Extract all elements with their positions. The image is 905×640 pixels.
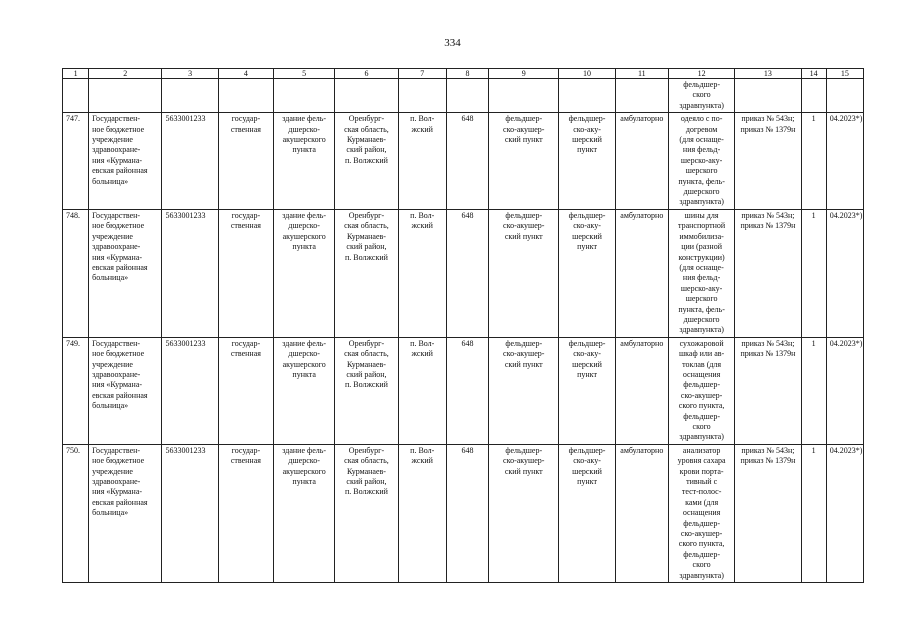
column-header: 13 <box>735 69 801 79</box>
structure-cell: фельдшер- ско-аку- шерский пункт <box>568 445 606 487</box>
table-row <box>63 113 864 210</box>
order-cell: приказ № 543н; приказ № 1379н <box>740 210 796 231</box>
settlement-cell: п. Вол- жский <box>410 210 435 231</box>
column-header: 9 <box>489 69 559 79</box>
ownership-cell: государ- ственная <box>230 210 261 231</box>
unit-cell: фельдшер- ско-акушер- ский пункт <box>503 210 545 241</box>
address-cell: Оренбург- ская область, Курманаев- ский район, п. Волжский <box>344 338 389 390</box>
column-header: 8 <box>446 69 488 79</box>
table-row <box>63 209 864 337</box>
institution-cell: Государствен- ное бюджетное учреждение здравоохране- ния «Курмана- евская районная больница» <box>92 338 148 411</box>
row-number-cell: 749. <box>66 338 80 348</box>
column-header: 3 <box>162 69 218 79</box>
equipment-cell: фельдшер- ского здравпункта) <box>679 80 724 110</box>
quantity-cell: 1 <box>811 338 816 348</box>
unit-cell: фельдшер- ско-акушер- ский пункт <box>503 445 545 476</box>
inn-cell: 5633001233 <box>165 338 206 348</box>
equipment-cell: шины для транспортной иммобилиза- ции (разной конструкции) (для оснаще- ния фельд- шерско-аку- шерского пункта, фель- дшерского здравпункта) <box>677 210 726 335</box>
quantity-cell: 1 <box>811 114 816 124</box>
column-header: 15 <box>826 69 863 79</box>
table-row <box>63 444 864 582</box>
unit-cell: фельдшер- ско-акушер- ский пункт <box>503 338 545 369</box>
row-number-cell: 748. <box>66 210 80 220</box>
order-cell: приказ № 543н; приказ № 1379н <box>740 445 796 466</box>
settlement-cell: п. Вол- жский <box>410 114 435 134</box>
equipment-cell: сухожаровой шкаф или ав- токлав (для оснащения фельдшер- ско-акушер- ского пункта, фельдшер- ского здравпункта) <box>678 338 725 442</box>
population-cell: 648 <box>461 445 474 455</box>
row-number-cell: 747. <box>66 114 80 124</box>
column-number-row <box>63 69 864 79</box>
inn-cell: 5633001233 <box>165 445 206 455</box>
structure-cell: фельдшер- ско-аку- шерский пункт <box>568 338 606 379</box>
column-header: 12 <box>668 69 734 79</box>
ownership-cell: государ- ственная <box>230 114 261 134</box>
column-header: 2 <box>89 69 162 79</box>
settlement-cell: п. Вол- жский <box>410 445 435 466</box>
building-cell: здание фель- дшерско- акушерского пункта <box>282 114 327 155</box>
address-cell: Оренбург- ская область, Курманаев- ский район, п. Волжский <box>344 210 389 262</box>
date-cell: 04.2023*) <box>829 445 863 455</box>
column-header: 1 <box>63 69 89 79</box>
care-type-cell: амбулаторно <box>620 210 664 220</box>
population-cell: 648 <box>461 338 474 348</box>
equipment-cell: анализатор уровня сахара крови порта- тивный с тест-полос- ками (для оснащения фельдшер- ско-акушер- ского пункта, фельдшер- ского здравпункта) <box>677 445 726 580</box>
table-row <box>63 337 864 444</box>
equipment-cell: одеяло с по- догревом (для оснаще- ния фельд- шерско-аку- шерского пункта, фель- дшерского здравпункта) <box>678 114 725 207</box>
continued-row <box>63 79 864 113</box>
column-header: 14 <box>801 69 826 79</box>
institution-cell: Государствен- ное бюджетное учреждение здравоохране- ния «Курмана- евская районная больница» <box>92 114 148 186</box>
column-header: 11 <box>615 69 668 79</box>
date-cell: 04.2023*) <box>829 210 863 220</box>
population-cell: 648 <box>461 210 474 220</box>
building-cell: здание фель- дшерско- акушерского пункта <box>282 338 327 379</box>
row-number-cell: 750. <box>66 445 80 455</box>
care-type-cell: амбулаторно <box>620 445 664 455</box>
address-cell: Оренбург- ская область, Курманаев- ский район, п. Волжский <box>344 445 389 497</box>
structure-cell: фельдшер- ско-аку- шерский пункт <box>568 210 606 252</box>
quantity-cell: 1 <box>811 210 816 220</box>
page-number: 334 <box>444 37 461 49</box>
settlement-cell: п. Вол- жский <box>410 338 435 359</box>
institution-cell: Государствен- ное бюджетное учреждение здравоохране- ния «Курмана- евская районная больница» <box>92 445 148 518</box>
population-cell: 648 <box>461 114 474 124</box>
ownership-cell: государ- ственная <box>230 338 261 359</box>
care-type-cell: амбулаторно <box>620 114 664 124</box>
column-header: 7 <box>398 69 446 79</box>
order-cell: приказ № 543н; приказ № 1379н <box>740 114 796 134</box>
building-cell: здание фель- дшерско- акушерского пункта <box>282 210 327 252</box>
institution-cell: Государствен- ное бюджетное учреждение здравоохране- ния «Курмана- евская районная больница» <box>92 210 148 283</box>
structure-cell: фельдшер- ско-аку- шерский пункт <box>568 114 606 155</box>
date-cell: 04.2023*) <box>829 114 863 124</box>
date-cell: 04.2023*) <box>829 338 863 348</box>
quantity-cell: 1 <box>811 445 816 455</box>
ownership-cell: государ- ственная <box>230 445 261 466</box>
unit-cell: фельдшер- ско-акушер- ский пункт <box>503 114 545 145</box>
column-header: 10 <box>559 69 615 79</box>
order-cell: приказ № 543н; приказ № 1379н <box>740 338 796 359</box>
column-header: 5 <box>274 69 335 79</box>
inn-cell: 5633001233 <box>165 114 206 124</box>
column-header: 6 <box>335 69 398 79</box>
column-header: 4 <box>218 69 273 79</box>
building-cell: здание фель- дшерско- акушерского пункта <box>282 445 327 487</box>
inn-cell: 5633001233 <box>165 210 206 220</box>
registry-table <box>62 68 864 583</box>
care-type-cell: амбулаторно <box>620 338 664 348</box>
address-cell: Оренбург- ская область, Курманаев- ский район, п. Волжский <box>344 114 389 165</box>
